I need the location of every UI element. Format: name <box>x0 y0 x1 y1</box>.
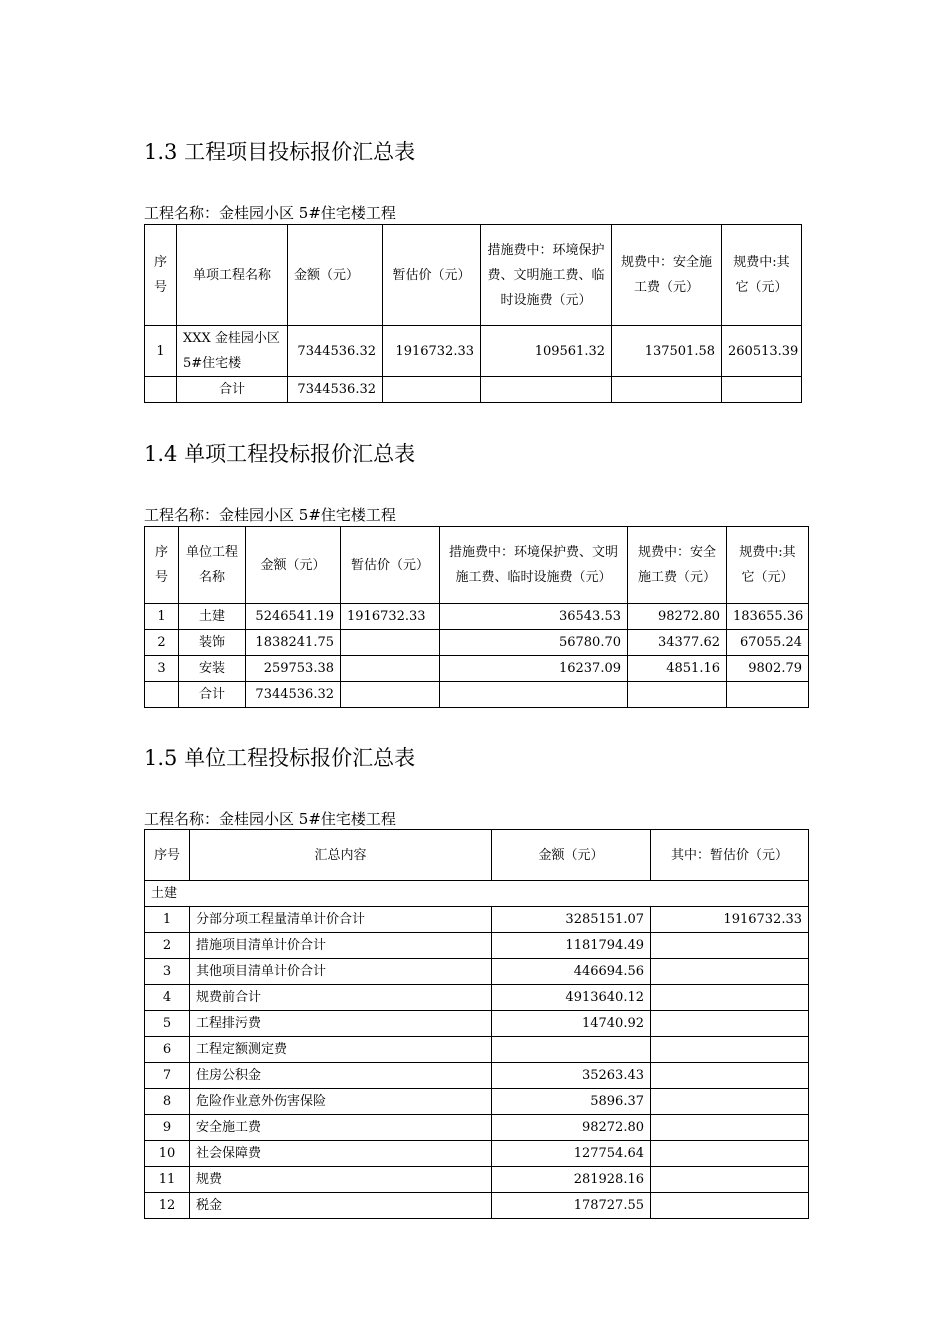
table-cell <box>651 1011 809 1037</box>
table-cell: XXX 金桂园小区 5#住宅楼 <box>177 326 288 377</box>
table-cell: 5246541.19 <box>246 604 341 630</box>
table-cell: 1916732.33 <box>383 326 481 377</box>
table-cell: 规费前合计 <box>190 985 492 1011</box>
table-cell: 127754.64 <box>492 1141 651 1167</box>
total-cell: 7344536.32 <box>288 377 383 403</box>
column-header: 规费中:其它（元） <box>722 225 802 326</box>
table-cell <box>651 1037 809 1063</box>
column-header: 金额（元） <box>492 830 651 881</box>
section-15-project-name: 工程名称：金桂园小区 5#住宅楼工程 <box>144 810 396 828</box>
total-row <box>145 377 802 403</box>
table-14 <box>144 526 809 708</box>
total-cell: 合计 <box>179 682 246 708</box>
table-cell: 56780.70 <box>440 630 628 656</box>
table-row <box>145 907 809 933</box>
table-cell: 98272.80 <box>492 1115 651 1141</box>
column-header: 序号 <box>145 225 177 326</box>
table-cell: 2 <box>145 933 190 959</box>
column-header: 规费中：安全施工费（元） <box>612 225 722 326</box>
table-cell: 8 <box>145 1089 190 1115</box>
table-cell: 安装 <box>179 656 246 682</box>
table-cell <box>651 1063 809 1089</box>
column-header: 规费中：安全施工费（元） <box>628 527 727 604</box>
total-cell: 合计 <box>177 377 288 403</box>
table-cell: 1916732.33 <box>341 604 440 630</box>
total-cell <box>628 682 727 708</box>
table-cell: 260513.39 <box>722 326 802 377</box>
table-cell: 7344536.32 <box>288 326 383 377</box>
table-row <box>145 656 809 682</box>
column-header: 金额（元） <box>246 527 341 604</box>
section-13-project-name: 工程名称：金桂园小区 5#住宅楼工程 <box>144 204 396 222</box>
table-cell: 178727.55 <box>492 1193 651 1219</box>
table-header-row <box>145 830 809 881</box>
table-15 <box>144 829 809 1219</box>
table-cell: 5896.37 <box>492 1089 651 1115</box>
table-cell: 109561.32 <box>481 326 612 377</box>
table-cell: 16237.09 <box>440 656 628 682</box>
table-row <box>145 1037 809 1063</box>
total-cell <box>727 682 809 708</box>
table-cell: 34377.62 <box>628 630 727 656</box>
table-row <box>145 1063 809 1089</box>
table-cell <box>651 1141 809 1167</box>
table-cell: 446694.56 <box>492 959 651 985</box>
table-cell: 9802.79 <box>727 656 809 682</box>
table-row <box>145 326 802 377</box>
total-cell <box>481 377 612 403</box>
table-cell: 工程排污费 <box>190 1011 492 1037</box>
table-cell: 4851.16 <box>628 656 727 682</box>
table-cell: 36543.53 <box>440 604 628 630</box>
table-cell: 措施项目清单计价合计 <box>190 933 492 959</box>
table-cell: 工程定额测定费 <box>190 1037 492 1063</box>
column-header: 其中：暂估价（元） <box>651 830 809 881</box>
group-label: 土建 <box>145 881 809 907</box>
column-header: 措施费中：环境保护费、文明施工费、临时设施费（元） <box>440 527 628 604</box>
table-header-row <box>145 225 802 326</box>
table-cell: 67055.24 <box>727 630 809 656</box>
table-header-row <box>145 527 809 604</box>
table-cell: 2 <box>145 630 179 656</box>
table-row <box>145 933 809 959</box>
table-cell <box>651 1115 809 1141</box>
table-cell <box>341 656 440 682</box>
table-cell: 1 <box>145 907 190 933</box>
table-cell: 12 <box>145 1193 190 1219</box>
column-header: 单项工程名称 <box>177 225 288 326</box>
total-cell <box>145 377 177 403</box>
table-row <box>145 1115 809 1141</box>
table-row <box>145 1011 809 1037</box>
table-row <box>145 1167 809 1193</box>
table-cell: 5 <box>145 1011 190 1037</box>
table-cell: 1838241.75 <box>246 630 341 656</box>
column-header: 单位工程名称 <box>179 527 246 604</box>
table-row <box>145 1089 809 1115</box>
table-cell: 分部分项工程量清单计价合计 <box>190 907 492 933</box>
table-cell: 4 <box>145 985 190 1011</box>
total-cell <box>145 682 179 708</box>
table-cell: 259753.38 <box>246 656 341 682</box>
table-row <box>145 1141 809 1167</box>
table-cell: 3285151.07 <box>492 907 651 933</box>
table-cell <box>651 933 809 959</box>
table-cell: 7 <box>145 1063 190 1089</box>
column-header: 序号 <box>145 527 179 604</box>
column-header: 措施费中：环境保护费、文明施工费、临时设施费（元） <box>481 225 612 326</box>
total-cell <box>722 377 802 403</box>
column-header: 暂估价（元） <box>341 527 440 604</box>
section-14-title: 1.4 单项工程投标报价汇总表 <box>144 442 416 466</box>
table-cell: 9 <box>145 1115 190 1141</box>
table-cell: 35263.43 <box>492 1063 651 1089</box>
section-13-title: 1.3 工程项目投标报价汇总表 <box>144 140 416 164</box>
section-15-title: 1.5 单位工程投标报价汇总表 <box>144 746 416 770</box>
table-13 <box>144 224 802 403</box>
total-cell <box>612 377 722 403</box>
total-cell <box>383 377 481 403</box>
table-cell <box>651 1193 809 1219</box>
total-cell: 7344536.32 <box>246 682 341 708</box>
table-cell: 6 <box>145 1037 190 1063</box>
table-cell: 安全施工费 <box>190 1115 492 1141</box>
table-cell: 规费 <box>190 1167 492 1193</box>
table-cell: 281928.16 <box>492 1167 651 1193</box>
table-cell: 3 <box>145 656 179 682</box>
table-cell: 社会保障费 <box>190 1141 492 1167</box>
total-cell <box>440 682 628 708</box>
table-cell: 3 <box>145 959 190 985</box>
table-cell: 183655.36 <box>727 604 809 630</box>
section-14-project-name: 工程名称：金桂园小区 5#住宅楼工程 <box>144 506 396 524</box>
table-cell: 137501.58 <box>612 326 722 377</box>
group-row <box>145 881 809 907</box>
column-header: 序号 <box>145 830 190 881</box>
table-cell <box>492 1037 651 1063</box>
table-cell <box>651 1167 809 1193</box>
table-cell: 10 <box>145 1141 190 1167</box>
table-cell: 装饰 <box>179 630 246 656</box>
table-cell: 1916732.33 <box>651 907 809 933</box>
table-row <box>145 604 809 630</box>
table-row <box>145 985 809 1011</box>
table-cell <box>341 630 440 656</box>
table-cell <box>651 959 809 985</box>
table-cell: 1181794.49 <box>492 933 651 959</box>
table-row <box>145 959 809 985</box>
table-cell: 1 <box>145 604 179 630</box>
table-cell: 土建 <box>179 604 246 630</box>
table-row <box>145 1193 809 1219</box>
table-row <box>145 630 809 656</box>
table-cell: 住房公积金 <box>190 1063 492 1089</box>
table-cell: 14740.92 <box>492 1011 651 1037</box>
total-cell <box>341 682 440 708</box>
column-header: 暂估价（元） <box>383 225 481 326</box>
table-cell: 4913640.12 <box>492 985 651 1011</box>
column-header: 金额（元） <box>288 225 383 326</box>
table-cell: 1 <box>145 326 177 377</box>
table-cell <box>651 1089 809 1115</box>
total-row <box>145 682 809 708</box>
table-cell: 危险作业意外伤害保险 <box>190 1089 492 1115</box>
table-cell <box>651 985 809 1011</box>
column-header: 汇总内容 <box>190 830 492 881</box>
column-header: 规费中:其它（元） <box>727 527 809 604</box>
table-cell: 其他项目清单计价合计 <box>190 959 492 985</box>
table-cell: 11 <box>145 1167 190 1193</box>
table-cell: 税金 <box>190 1193 492 1219</box>
table-cell: 98272.80 <box>628 604 727 630</box>
